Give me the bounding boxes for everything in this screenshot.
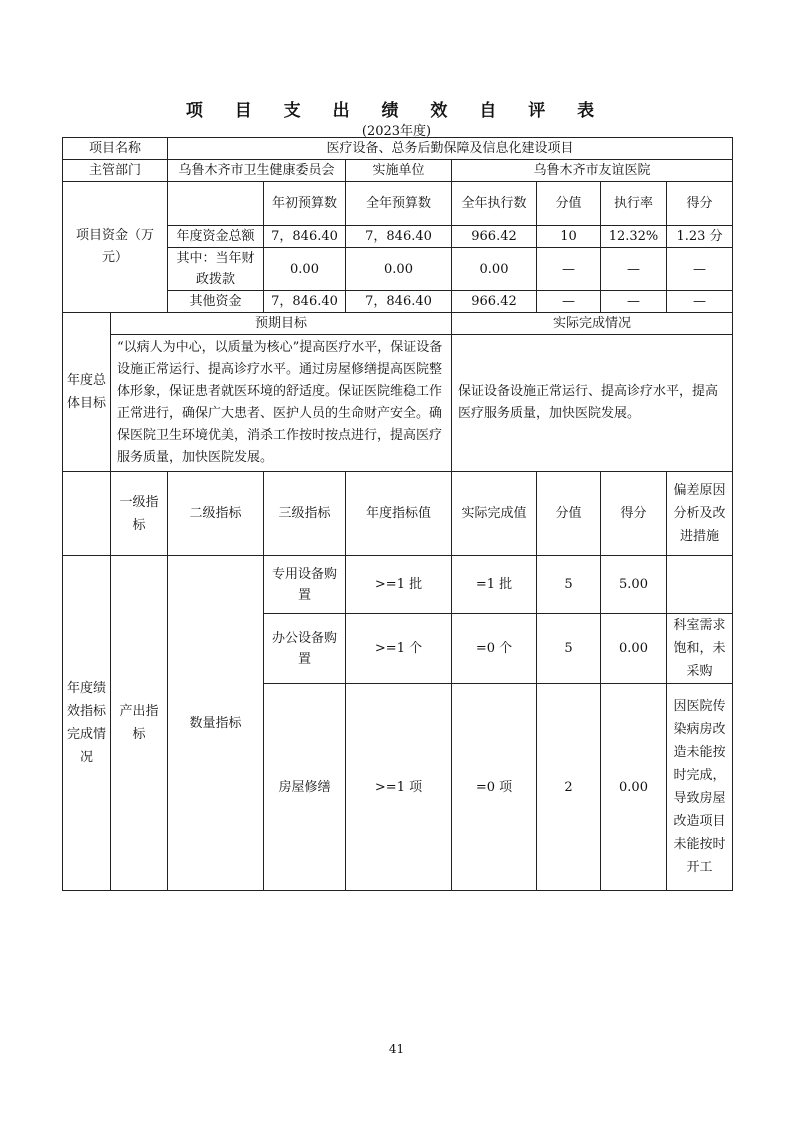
row-indicator-header: [63, 472, 733, 556]
header-level2: 二级指标: [168, 472, 264, 556]
funds-other-value: —: [537, 291, 601, 313]
indicator-actual: =1 批: [452, 556, 537, 614]
header-actual: 实际完成值: [452, 472, 537, 556]
funds-fiscal-initial: 0.00: [264, 248, 346, 291]
indicator-target: >=1 项: [346, 684, 452, 891]
indicator-value: 5: [537, 614, 601, 684]
funds-fiscal-full: 0.00: [346, 248, 452, 291]
header-score-value: 分值: [537, 182, 601, 226]
header-deviation: 偏差原因分析及改进措施: [667, 472, 733, 556]
page-title: 项 目 支 出 绩 效 自 评 表: [185, 101, 608, 121]
header-actual-completion: 实际完成情况: [452, 313, 733, 335]
label-funds: [63, 182, 168, 313]
indicator-score: 5.00: [601, 556, 667, 614]
funds-total-score: 1.23 分: [667, 226, 733, 248]
funds-header-blank: [168, 182, 264, 226]
indicator-deviation: 科室需求饱和，未采购: [667, 614, 733, 684]
row-project-name: [63, 138, 733, 160]
funds-total-label: 年度资金总额: [168, 226, 264, 248]
funds-fiscal-label: 其中：当年财政拨款: [168, 248, 264, 291]
indicator-row: [63, 556, 733, 614]
label-funds-text: 项目资金（万元）: [75, 228, 154, 265]
indicator-value: 2: [537, 684, 601, 891]
row-funds-header: [63, 182, 733, 226]
actual-completion-text: 保证设备设施正常运行、提高诊疗水平，提高医疗服务质量，加快医院发展。: [452, 335, 733, 472]
funds-other-executed: 966.42: [452, 291, 537, 313]
funds-total-executed: 966.42: [452, 226, 537, 248]
project-name-value: 医疗设备、总务后勤保障及信息化建设项目: [168, 138, 733, 160]
funds-total-full: 7，846.40: [346, 226, 452, 248]
funds-other-initial: 7，846.40: [264, 291, 346, 313]
indicator-level3: 办公设备购置: [264, 614, 346, 684]
header-initial-budget: 年初预算数: [264, 182, 346, 226]
indicator-actual: =0 项: [452, 684, 537, 891]
header-level1: 一级指标: [111, 472, 168, 556]
funds-fiscal-value: —: [537, 248, 601, 291]
header-full-budget: 全年预算数: [346, 182, 452, 226]
indicator-target: >=1 个: [346, 614, 452, 684]
funds-other-label: 其他资金: [168, 291, 264, 313]
indicator-level3: 房屋修缮: [264, 684, 346, 891]
label-project-name: 项目名称: [63, 138, 168, 160]
funds-fiscal-score: —: [667, 248, 733, 291]
indicator-score: 0.00: [601, 684, 667, 891]
header-score-ind: 得分: [601, 472, 667, 556]
row-dept: [63, 160, 733, 182]
label-impl-unit: 实施单位: [346, 160, 452, 182]
indicator-header-blank: [63, 472, 111, 556]
header-level3: 三级指标: [264, 472, 346, 556]
page-subtitle: (2023年度): [361, 124, 432, 139]
funds-fiscal-rate: —: [601, 248, 667, 291]
header-target: 年度指标值: [346, 472, 452, 556]
funds-other-full: 7，846.40: [346, 291, 452, 313]
header-score: 得分: [667, 182, 733, 226]
row-goal-header: [63, 313, 733, 335]
funds-total-value: 10: [537, 226, 601, 248]
funds-total-initial: 7，846.40: [264, 226, 346, 248]
indicator-value: 5: [537, 556, 601, 614]
funds-other-rate: —: [601, 291, 667, 313]
row-goal-content: [63, 335, 733, 472]
header-exec-rate: 执行率: [601, 182, 667, 226]
label-dept: 主管部门: [63, 160, 168, 182]
indicator-deviation: [667, 556, 733, 614]
indicator-level3: 专用设备购置: [264, 556, 346, 614]
indicator-level1: 产出指标: [111, 556, 168, 891]
label-annual-goal: 年度总体目标: [63, 313, 111, 472]
header-expected-goal: 预期目标: [111, 313, 452, 335]
indicator-actual: =0 个: [452, 614, 537, 684]
expected-goal-text: “以病人为中心，以质量为核心”提高医疗水平，保证设备设施正常运行、提高诊疗水平。通过房屋修缮提高医院整体形象，保证患者就医环境的舒适度。保证医院维稳工作正常进行，确保广大患者、医护人员的生命财产安全。确保医院卫生环境优美，消杀工作按时按点进行，提高医疗服务质量，加快医院发展。: [111, 335, 452, 472]
page-number: 41: [388, 1042, 405, 1056]
indicator-target: >=1 批: [346, 556, 452, 614]
dept-value: 乌鲁木齐市卫生健康委员会: [168, 160, 346, 182]
funds-total-rate: 12.32%: [601, 226, 667, 248]
indicator-deviation: 因医院传染病房改造未能按时完成，导致房屋改造项目未能按时开工: [667, 684, 733, 891]
indicator-score: 0.00: [601, 614, 667, 684]
header-value: 分值: [537, 472, 601, 556]
header-executed: 全年执行数: [452, 182, 537, 226]
funds-fiscal-executed: 0.00: [452, 248, 537, 291]
funds-other-score: —: [667, 291, 733, 313]
performance-table: [62, 137, 733, 891]
indicator-level2: 数量指标: [168, 556, 264, 891]
impl-unit-value: 乌鲁木齐市友谊医院: [452, 160, 733, 182]
label-annual-indicators: 年度绩效指标完成情况: [63, 556, 111, 891]
